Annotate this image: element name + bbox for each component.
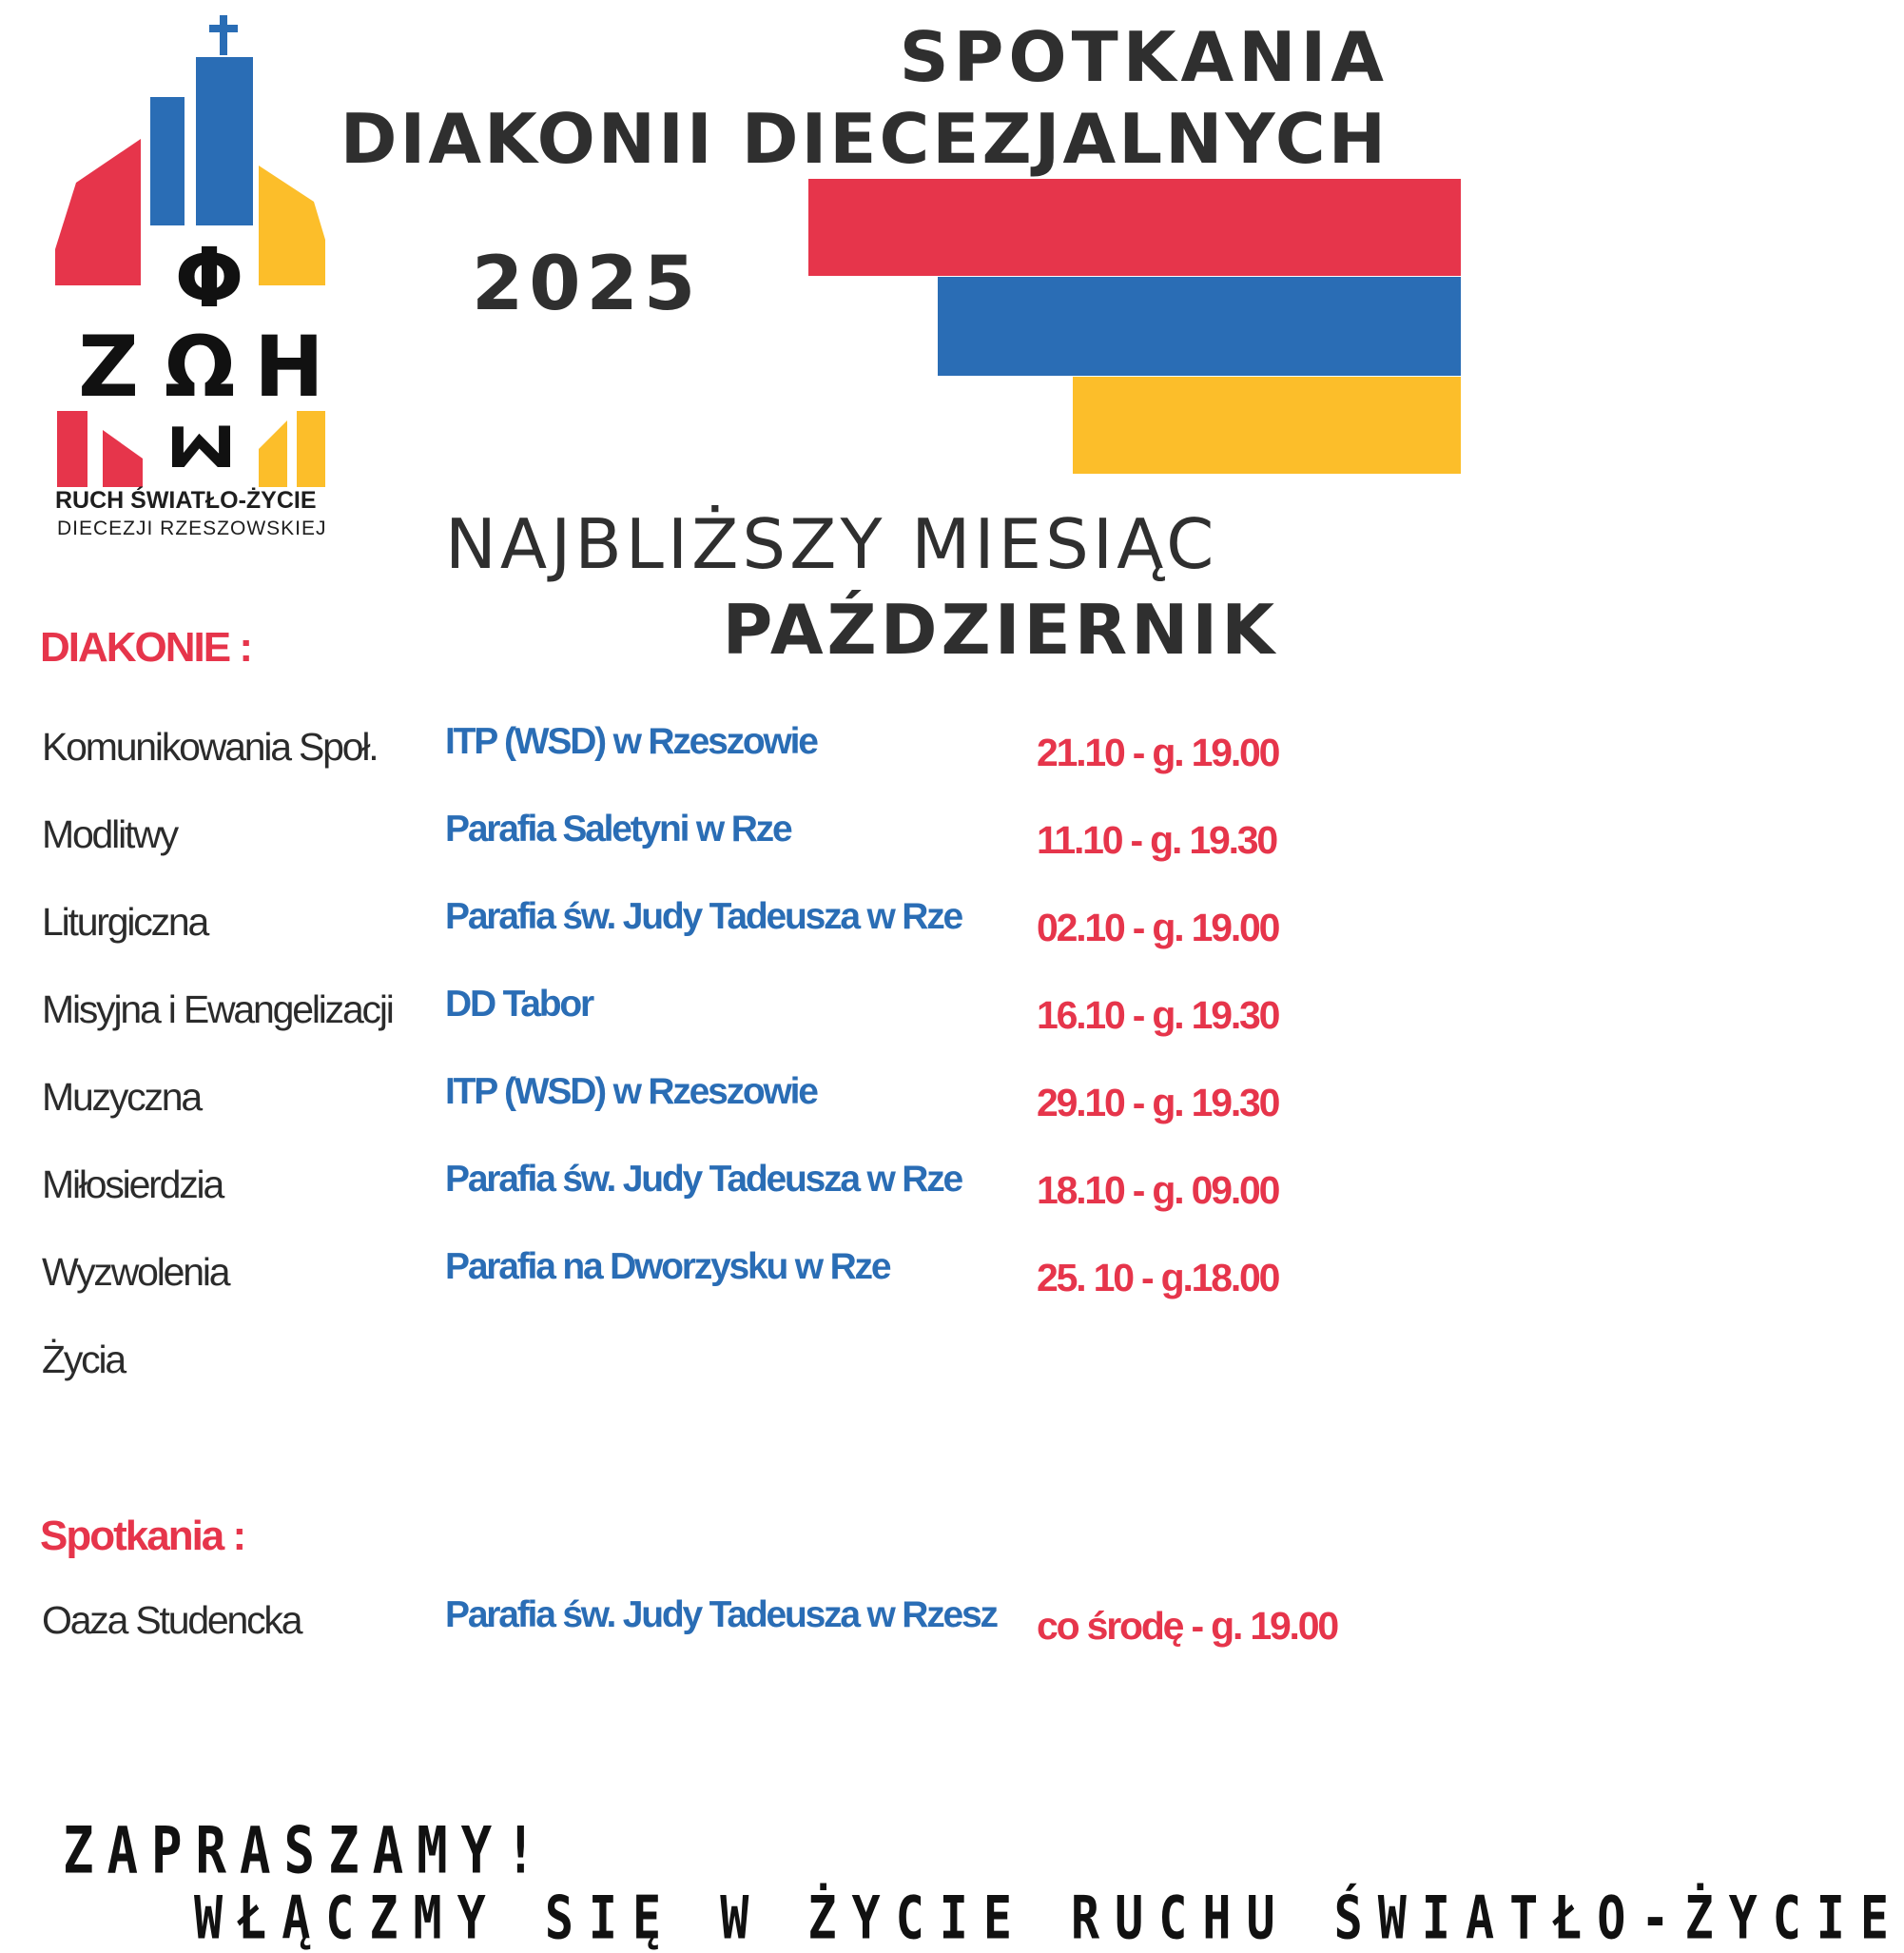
eta-letter: H [254,318,324,416]
cross-icon [220,15,227,55]
diakonia-name: Komunikowania Społ. [42,725,378,769]
meeting-date: 18.10 - g. 09.00 [1037,1168,1279,1212]
diakonia-name: Liturgiczna [42,900,208,944]
list-item [0,1334,1461,1391]
list-item [0,809,1461,866]
meeting-date: 11.10 - g. 19.30 [1037,818,1277,862]
diakonia-name: Miłosierdzia [42,1162,223,1206]
meeting-date: 16.10 - g. 19.30 [1037,993,1279,1037]
sigma-letter: Σ [156,420,249,475]
diakonia-name: Życia [42,1338,125,1381]
blue-stripe [938,277,1461,376]
meeting-place: Parafia św. Judy Tadeusza w Rzesz [445,1594,997,1635]
spotkania-heading: Spotkania : [40,1513,245,1559]
month-label: NAJBLIŻSZY MIESIĄC [445,504,1218,584]
yellow-right-shape [259,166,325,285]
meeting-date: 29.10 - g. 19.30 [1037,1081,1279,1124]
slogan-text: WŁĄCZMY SIĘ W ŻYCIE RUCHU ŚWIATŁO-ŻYCIE [194,1884,1904,1953]
page-title-line1: SPOTKANIA [899,17,1389,97]
yellow-stripe [1073,377,1461,474]
meeting-date: co środę - g. 19.00 [1037,1604,1337,1648]
meeting-date: 02.10 - g. 19.00 [1037,906,1279,949]
list-item [0,721,1461,778]
list-item [0,1246,1461,1303]
red-left-shape [55,139,141,285]
logo-caption-diocese: DIECEZJI RZESZOWSKIEJ [57,518,327,539]
list-item [0,984,1461,1041]
meeting-place: Parafia św. Judy Tadeusza w Rze [445,1159,962,1200]
phi-letter: Φ [174,231,244,326]
blue-left-tower-shape [150,97,185,225]
diakonia-name: Modlitwy [42,812,177,856]
month-name: PAŹDZIERNIK [722,590,1278,670]
meeting-place: Parafia św. Judy Tadeusza w Rze [445,896,962,937]
list-item [0,1159,1461,1216]
meeting-place: Parafia na Dworzysku w Rze [445,1246,890,1287]
zoe-phos-church-logo-icon [38,11,342,544]
diakonia-name: Muzyczna [42,1075,201,1119]
invitation-text: ZAPRASZAMY! [63,1813,550,1888]
meeting-place: ITP (WSD) w Rzeszowie [445,721,817,762]
meeting-place: ITP (WSD) w Rzeszowie [445,1071,817,1112]
meeting-place: DD Tabor [445,984,593,1025]
zeta-letter: Z [78,318,139,416]
meeting-place: Parafia Saletyni w Rze [445,809,791,850]
yellow-lower-shape [259,420,287,487]
list-item [0,1594,1461,1651]
year-label: 2025 [472,242,702,327]
meeting-date: 21.10 - g. 19.00 [1037,731,1279,774]
meeting-date: 25. 10 - g.18.00 [1037,1256,1279,1299]
blue-tower-shape [196,57,253,225]
diakonia-name: Wyzwolenia [42,1250,229,1294]
omega-letter: Ω [164,318,236,416]
list-item [0,896,1461,953]
list-item [0,1071,1461,1128]
red-lower-shape [57,411,87,487]
page-title-line2: DIAKONII DIECEZJALNYCH [340,99,1389,179]
red-stripe [808,179,1461,276]
group-name: Oaza Studencka [42,1598,301,1642]
diakonia-name: Misyjna i Ewangelizacji [42,987,393,1031]
diakonie-heading: DIAKONIE : [40,624,251,671]
logo-caption-movement: RUCH ŚWIATŁO-ŻYCIE [55,487,317,514]
